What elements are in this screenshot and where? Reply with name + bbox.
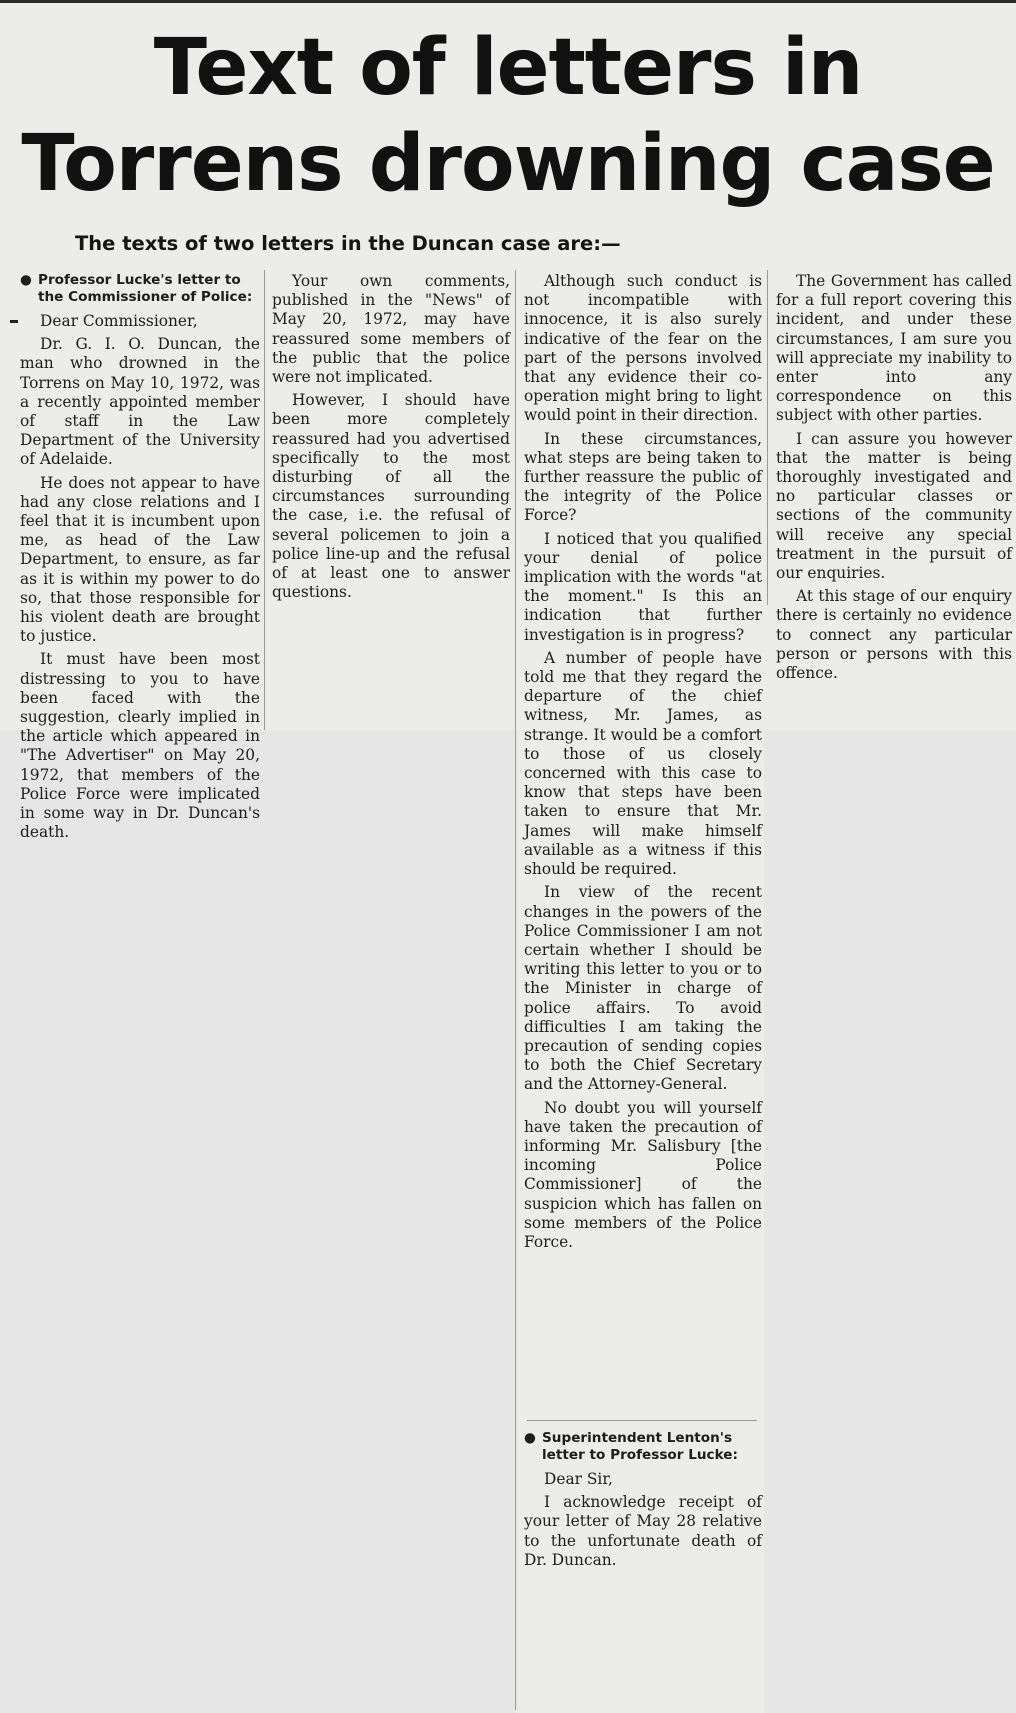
column-rule-3 [767, 270, 768, 605]
letter2-heading: ● Superintendent Lenton's letter to Professor Lucke: [524, 1430, 738, 1463]
letter1-paragraph: In these circumstances, what steps are being taken to further reassure the public of the integrity of the Police Force? [524, 429, 762, 525]
bullet-icon: ● [524, 1430, 536, 1446]
headline: Text of letters in Torrens drowning case [21, 23, 995, 209]
letter2-salutation: Dear Sir, [544, 1470, 613, 1488]
letter1-salutation: Dear Commissioner, [40, 312, 198, 330]
letter1-paragraph: Although such conduct is not incompatible with innocence, it is also surely indicative of the fear on the part of the persons involved that any evidence their co-operation might bring to light would point in their direction. [524, 272, 762, 425]
letter1-paragraph: It must have been most distressing to you to have been faced with the suggestion, clearly implied in the article which appeared in "The Advertiser" on May 20, 1972, that members of the Police Force were implicated in some way in Dr. Duncan's death. [20, 650, 260, 842]
column-4 [776, 272, 1012, 687]
column-3-letter2 [524, 1430, 762, 1574]
margin-mark [10, 320, 18, 323]
column-1 [20, 272, 260, 846]
bullet-icon: ● [20, 272, 32, 288]
column-rule-2 [515, 270, 516, 1710]
letter1-heading: ● Professor Lucke's letter to the Commissioner of Police: [20, 272, 253, 305]
letter1-paragraph: No doubt you will yourself have taken the precaution of informing Mr. Salisbury [the incoming Police Commissioner] of the suspicion which has fallen on some members of the Police Force. [524, 1098, 762, 1251]
letter1-paragraph: Your own comments, published in the "News" of May 20, 1972, may have reassured some members of the public that the police were not implicated. [272, 272, 510, 387]
column-rule-1 [264, 270, 265, 730]
top-rule [0, 0, 1016, 3]
letter1-paragraph: Dr. G. I. O. Duncan, the man who drowned in the Torrens on May 10, 1972, was a recently appointed member of staff in the Law Department of the University of Adelaide. [20, 335, 260, 469]
subheadline: The texts of two letters in the Duncan case are:— [75, 232, 621, 255]
letter1-paragraph: I noticed that you qualified your denial of police implication with the words "at the moment." Is this an indication that further investigation is in progress? [524, 529, 762, 644]
letter2-paragraph: The Government has called for a full report covering this incident, and under these circumstances, I am sure you will appreciate my inability to enter into any correspondence on this subject with other parties. [776, 272, 1012, 425]
column-2 [272, 272, 510, 606]
letter1-paragraph: In view of the recent changes in the powers of the Police Commissioner I am not certain whether I should be writing this letter to you or to the Minister in charge of police affairs. To avoid difficulties I am taking the precaution of sending copies to both the Chief Secretary and the Attorney-General. [524, 883, 762, 1094]
column-3 [524, 272, 762, 1256]
section-rule [527, 1420, 757, 1421]
letter1-paragraph: A number of people have told me that they regard the departure of the chief witness, Mr. James, as strange. It would be a comfort to those of us closely concerned with this case to know that steps have been taken to ensure that Mr. James will make himself available as a witness if this should be required. [524, 648, 762, 879]
letter1-paragraph: He does not appear to have had any close relations and I feel that it is incumbent upon me, as head of the Law Department, to ensure, as far as it is within my power to do so, that those responsible for his violent death are brought to justice. [20, 473, 260, 646]
letter2-paragraph: At this stage of our enquiry there is certainly no evidence to connect any particular person or persons with this offence. [776, 587, 1012, 683]
letter2-paragraph: I acknowledge receipt of your letter of May 28 relative to the unfortunate death of Dr. Duncan. [524, 1493, 762, 1569]
letter2-paragraph: I can assure you however that the matter is being thoroughly investigated and no particular classes or sections of the community will receive any special treatment in the pursuit of our enquiries. [776, 429, 1012, 583]
letter1-paragraph: However, I should have been more completely reassured had you advertised specifically to the most disturbing of all the circumstances surrounding the case, i.e. the refusal of several policemen to join a police line-up and the refusal of at least one to answer questions. [272, 391, 510, 602]
